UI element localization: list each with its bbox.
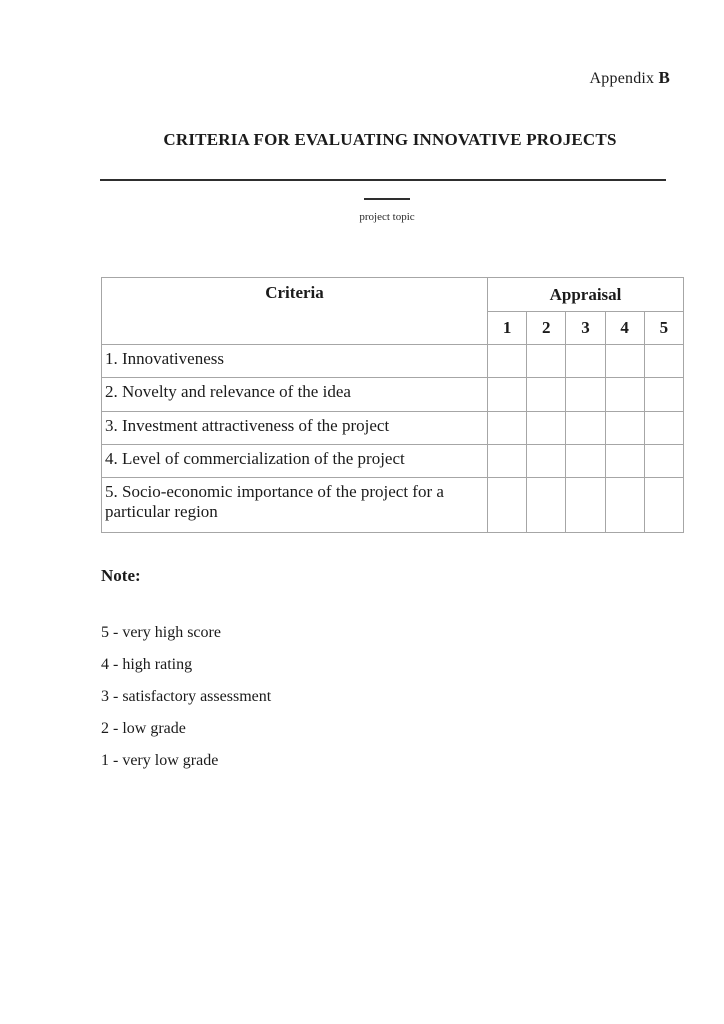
project-topic-fill-line-short [364, 198, 410, 200]
criterion-label: 5. Socio-economic importance of the project for a particular region [102, 478, 488, 533]
criteria-appraisal-table [101, 277, 684, 533]
score-cell [488, 412, 527, 445]
score-column-header-4: 4 [605, 312, 644, 345]
table-row [102, 445, 684, 478]
page-title: CRITERIA FOR EVALUATING INNOVATIVE PROJECTS [163, 130, 617, 149]
project-topic-fill-line [100, 179, 666, 181]
criterion-label: 2. Novelty and relevance of the idea [102, 378, 488, 412]
score-cell [488, 345, 527, 378]
score-cell [566, 345, 605, 378]
score-cell [527, 378, 566, 412]
note-heading: Note: [101, 566, 141, 585]
score-cell [566, 378, 605, 412]
score-legend [101, 617, 271, 777]
table-row [102, 378, 684, 412]
score-cell [527, 412, 566, 445]
legend-item: 1 - very low grade [101, 752, 219, 769]
score-cell [488, 445, 527, 478]
appraisal-column-header: Appraisal [488, 278, 684, 312]
score-cell [605, 445, 644, 478]
criterion-label: 3. Investment attractiveness of the project [102, 412, 488, 445]
criterion-label: 4. Level of commercialization of the project [102, 445, 488, 478]
legend-item: 5 - very high score [101, 624, 221, 641]
appendix-letter: B [658, 68, 670, 87]
table-row [102, 412, 684, 445]
score-cell [566, 478, 605, 533]
score-column-header-5: 5 [644, 312, 683, 345]
legend-item: 3 - satisfactory assessment [101, 688, 272, 705]
score-cell [488, 478, 527, 533]
score-cell [605, 412, 644, 445]
table-row [102, 345, 684, 378]
score-cell [644, 412, 683, 445]
legend-item: 2 - low grade [101, 720, 186, 737]
criterion-label: 1. Innovativeness [102, 345, 488, 378]
score-cell [644, 345, 683, 378]
score-cell [644, 445, 683, 478]
score-cell [527, 445, 566, 478]
score-column-header-2: 2 [527, 312, 566, 345]
score-cell [605, 345, 644, 378]
score-column-header-1: 1 [488, 312, 527, 345]
score-cell [527, 478, 566, 533]
criteria-column-header: Criteria [102, 278, 488, 345]
score-cell [605, 478, 644, 533]
score-cell [644, 478, 683, 533]
score-cell [527, 345, 566, 378]
appendix-label [590, 68, 670, 88]
score-cell [488, 378, 527, 412]
table-row [102, 478, 684, 533]
project-topic-caption: project topic [359, 211, 415, 223]
score-cell [605, 378, 644, 412]
table-header-row [102, 278, 684, 312]
score-cell [566, 412, 605, 445]
score-column-header-3: 3 [566, 312, 605, 345]
appendix-word: Appendix [589, 70, 655, 87]
score-cell [566, 445, 605, 478]
legend-item: 4 - high rating [101, 656, 193, 673]
score-cell [644, 378, 683, 412]
